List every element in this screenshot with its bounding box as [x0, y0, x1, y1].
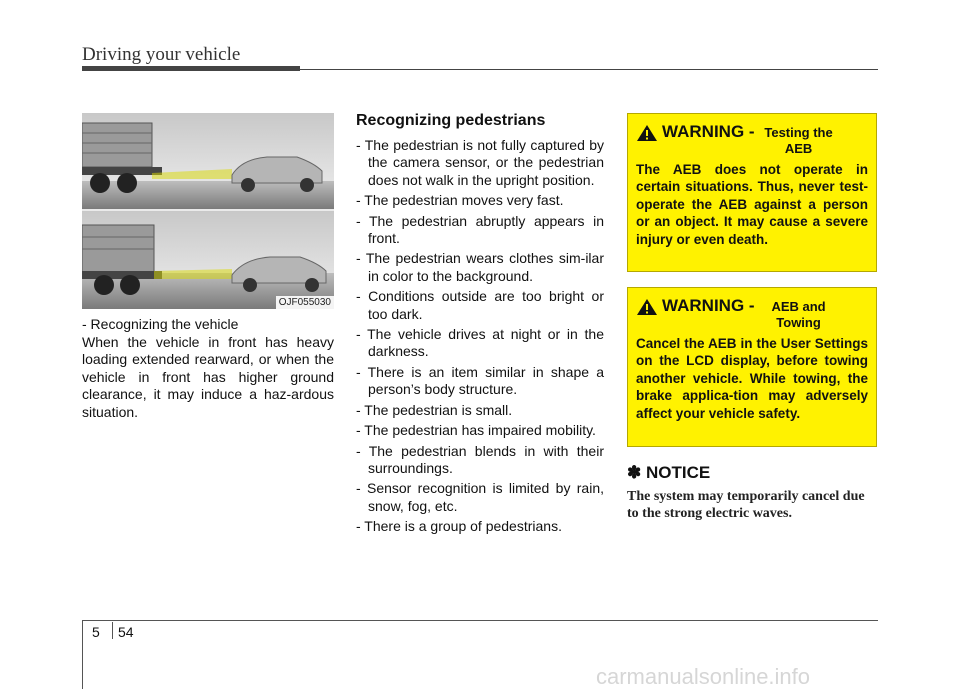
warning-header	[636, 296, 868, 331]
warning-body: The AEB does not operate in certain situations. Thus, never test-operate the AEB against a person or an object. It may cause a severe injury or even death.	[636, 162, 868, 247]
warning-triangle-icon	[636, 124, 658, 142]
page-number: 54	[118, 624, 134, 640]
notice-heading: ✽ NOTICE	[627, 463, 711, 482]
warning-triangle-icon	[636, 298, 658, 316]
list-item: - The pedestrian abruptly appears in front.	[356, 212, 604, 247]
list-item: - The pedestrian blends in with their surroundings.	[356, 442, 604, 476]
list-item: - There is a group of pedestrians.	[356, 518, 562, 535]
page-number-divider	[112, 622, 113, 639]
list-item: - The vehicle drives at night or in the darkness.	[356, 326, 604, 360]
list-item: - The pedestrian is not fully captured by the camera sensor, or the pedestrian does not walk in the upright position.	[356, 137, 604, 188]
warning-box-testing-aeb	[627, 113, 877, 272]
truck-wheel	[90, 173, 110, 193]
warning-box-aeb-towing	[627, 287, 877, 447]
list-item: - The pedestrian moves very fast.	[356, 192, 564, 209]
aeb-vehicle-illustration	[82, 113, 334, 309]
warning-label: WARNING -	[662, 296, 755, 315]
page-header-title: Driving your vehicle	[82, 44, 241, 65]
warning-title: Testing the AEB	[764, 125, 833, 156]
header-rule-thin	[300, 69, 878, 70]
truck-wheel	[120, 275, 140, 295]
left-paragraph: When the vehicle in front has heavy loading extended rearward, or when the vehicle in front has higher ground clearance, it may induce a haz-ardous situation.	[82, 334, 334, 420]
list-item: - There is an item similar in shape a person’s body structure.	[356, 363, 604, 398]
footer-rule	[82, 620, 878, 621]
footer-vertical-rule	[82, 620, 83, 689]
pedestrian-conditions-list	[356, 137, 604, 539]
section-heading: Recognizing pedestrians	[356, 112, 546, 129]
list-item: - The pedestrian has impaired mobility.	[356, 422, 596, 439]
list-item: - The pedestrian is small.	[356, 401, 513, 418]
figure-code: OJF055030	[276, 296, 334, 309]
figure-caption: - Recognizing the vehicle	[82, 316, 239, 332]
truck-wheel	[94, 275, 114, 295]
chapter-number: 5	[92, 624, 100, 640]
truck-wheel	[117, 173, 137, 193]
truck-trailer	[82, 123, 152, 167]
list-item: - The pedestrian wears clothes sim-ilar in color to the background.	[356, 250, 604, 284]
watermark: carmanualsonline.info	[596, 664, 811, 689]
warning-label: WARNING -	[662, 122, 755, 141]
list-item: - Sensor recognition is limited by rain, snow, fog, etc.	[356, 480, 604, 514]
list-item: - Conditions outside are too bright or too dark.	[356, 288, 604, 322]
header-rule-thick	[82, 66, 300, 71]
warning-body: Cancel the AEB in the User Settings on the LCD display, before towing another vehicle. While towing, the brake applica-tion may adversely affect your vehicle safety.	[636, 336, 868, 421]
illustration-svg	[82, 113, 334, 309]
warning-title: AEB and Towing	[771, 299, 826, 330]
warning-header	[636, 122, 868, 157]
notice-body: The system may temporarily cancel due to the strong electric waves.	[627, 489, 865, 521]
